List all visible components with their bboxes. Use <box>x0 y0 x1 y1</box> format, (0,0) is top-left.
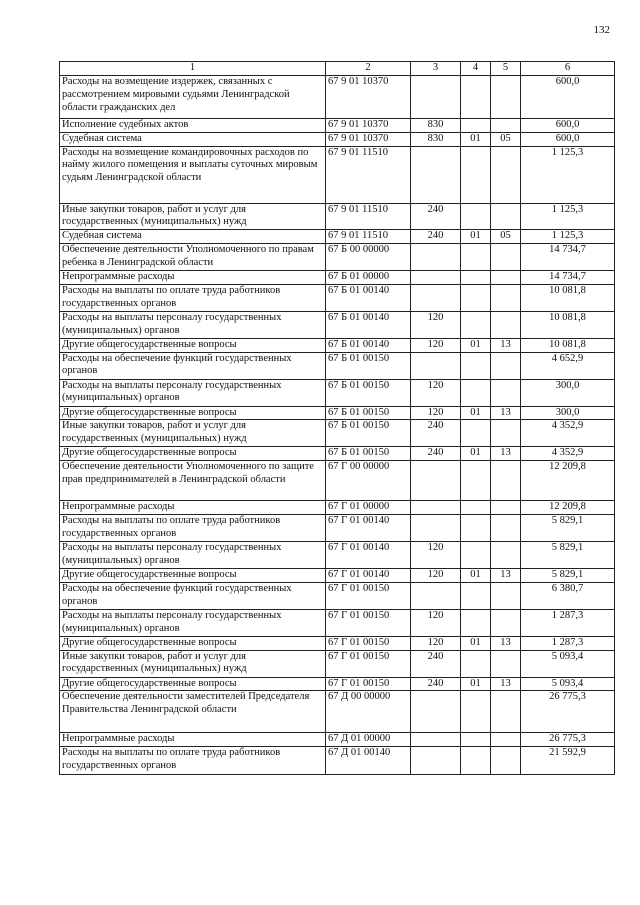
cell-target-code: 67 Г 01 00140 <box>326 514 411 541</box>
table-row <box>60 541 615 568</box>
page-number: 132 <box>593 24 610 36</box>
cell-target-code: 67 9 01 10370 <box>326 132 411 146</box>
cell-amount: 1 287,3 <box>521 609 615 636</box>
cell-subsection <box>491 650 521 677</box>
cell-subsection <box>491 541 521 568</box>
cell-section <box>461 747 491 775</box>
cell-expense-type: 830 <box>411 119 461 133</box>
cell-amount: 600,0 <box>521 132 615 146</box>
cell-amount: 1 125,3 <box>521 230 615 244</box>
cell-target-code: 67 Д 00 00000 <box>326 691 411 733</box>
cell-amount: 5 829,1 <box>521 514 615 541</box>
table-row <box>60 636 615 650</box>
cell-name: Исполнение судебных актов <box>60 119 326 133</box>
cell-section <box>461 379 491 406</box>
cell-amount: 300,0 <box>521 406 615 420</box>
cell-expense-type: 120 <box>411 541 461 568</box>
cell-section: 01 <box>461 132 491 146</box>
cell-expense-type: 830 <box>411 132 461 146</box>
cell-amount: 600,0 <box>521 76 615 119</box>
cell-subsection <box>491 691 521 733</box>
cell-target-code: 67 Д 01 00000 <box>326 733 411 747</box>
cell-section <box>461 146 491 203</box>
cell-amount: 1 125,3 <box>521 203 615 230</box>
cell-amount: 5 093,4 <box>521 677 615 691</box>
cell-amount: 600,0 <box>521 119 615 133</box>
cell-target-code: 67 Б 00 00000 <box>326 243 411 270</box>
cell-subsection <box>491 379 521 406</box>
cell-target-code: 67 9 01 11510 <box>326 146 411 203</box>
cell-target-code: 67 Б 01 00140 <box>326 311 411 338</box>
table-row <box>60 230 615 244</box>
cell-section <box>461 514 491 541</box>
cell-expense-type: 120 <box>411 609 461 636</box>
cell-expense-type <box>411 76 461 119</box>
cell-target-code: 67 Г 01 00000 <box>326 501 411 515</box>
cell-amount: 10 081,8 <box>521 338 615 352</box>
table-row <box>60 447 615 461</box>
cell-name: Непрограммные расходы <box>60 270 326 284</box>
cell-target-code: 67 9 01 10370 <box>326 76 411 119</box>
cell-target-code: 67 Б 01 00150 <box>326 406 411 420</box>
cell-name: Расходы на выплаты персоналу государственных (муниципальных) органов <box>60 379 326 406</box>
table-row <box>60 677 615 691</box>
cell-name: Обеспечение деятельности Уполномоченного по правам ребенка в Ленинградской области <box>60 243 326 270</box>
cell-target-code: 67 9 01 11510 <box>326 203 411 230</box>
cell-target-code: 67 Б 01 00150 <box>326 379 411 406</box>
cell-target-code: 67 Б 01 00140 <box>326 284 411 311</box>
cell-target-code: 67 Г 01 00140 <box>326 541 411 568</box>
cell-section: 01 <box>461 677 491 691</box>
cell-name: Непрограммные расходы <box>60 501 326 515</box>
cell-amount: 5 093,4 <box>521 650 615 677</box>
cell-name: Расходы на выплаты по оплате труда работников государственных органов <box>60 514 326 541</box>
header-col-5: 5 <box>491 62 521 76</box>
cell-target-code: 67 Г 01 00150 <box>326 609 411 636</box>
cell-name: Другие общегосударственные вопросы <box>60 406 326 420</box>
table-row <box>60 691 615 733</box>
cell-target-code: 67 9 01 11510 <box>326 230 411 244</box>
cell-expense-type <box>411 691 461 733</box>
cell-section <box>461 691 491 733</box>
cell-expense-type <box>411 733 461 747</box>
table-row <box>60 379 615 406</box>
cell-expense-type <box>411 146 461 203</box>
cell-name: Другие общегосударственные вопросы <box>60 338 326 352</box>
cell-subsection: 13 <box>491 677 521 691</box>
cell-section <box>461 582 491 609</box>
cell-name: Обеспечение деятельности Уполномоченного по защите прав предпринимателей в Ленинградской области <box>60 461 326 501</box>
cell-name: Обеспечение деятельности заместителей Председателя Правительства Ленинградской области <box>60 691 326 733</box>
cell-amount: 26 775,3 <box>521 691 615 733</box>
cell-section <box>461 650 491 677</box>
cell-name: Другие общегосударственные вопросы <box>60 447 326 461</box>
cell-expense-type: 120 <box>411 311 461 338</box>
cell-amount: 6 380,7 <box>521 582 615 609</box>
table-row <box>60 733 615 747</box>
cell-expense-type: 240 <box>411 677 461 691</box>
cell-amount: 12 209,8 <box>521 501 615 515</box>
cell-subsection <box>491 733 521 747</box>
cell-target-code: 67 Г 01 00140 <box>326 568 411 582</box>
cell-section: 01 <box>461 568 491 582</box>
cell-amount: 14 734,7 <box>521 270 615 284</box>
cell-amount: 4 352,9 <box>521 447 615 461</box>
table-row <box>60 501 615 515</box>
table-row <box>60 609 615 636</box>
cell-expense-type: 120 <box>411 379 461 406</box>
cell-expense-type <box>411 747 461 775</box>
cell-subsection <box>491 582 521 609</box>
cell-section <box>461 119 491 133</box>
cell-name: Судебная система <box>60 230 326 244</box>
header-col-1: 1 <box>60 62 326 76</box>
cell-section <box>461 609 491 636</box>
table-row <box>60 311 615 338</box>
cell-expense-type: 240 <box>411 447 461 461</box>
cell-expense-type: 120 <box>411 636 461 650</box>
cell-name: Непрограммные расходы <box>60 733 326 747</box>
cell-amount: 10 081,8 <box>521 311 615 338</box>
cell-section <box>461 270 491 284</box>
cell-expense-type <box>411 501 461 515</box>
cell-name: Расходы на выплаты по оплате труда работников государственных органов <box>60 284 326 311</box>
cell-name: Расходы на обеспечение функций государственных органов <box>60 352 326 379</box>
cell-section <box>461 461 491 501</box>
cell-amount: 5 829,1 <box>521 568 615 582</box>
cell-name: Судебная система <box>60 132 326 146</box>
cell-section <box>461 352 491 379</box>
cell-name: Другие общегосударственные вопросы <box>60 568 326 582</box>
cell-name: Расходы на возмещение издержек, связанных с рассмотрением мировыми судьями Ленинградской области гражданских дел <box>60 76 326 119</box>
cell-target-code: 67 Г 01 00150 <box>326 650 411 677</box>
cell-subsection <box>491 609 521 636</box>
table-row <box>60 76 615 119</box>
table-row <box>60 203 615 230</box>
cell-amount: 4 352,9 <box>521 420 615 447</box>
cell-expense-type: 240 <box>411 203 461 230</box>
cell-expense-type: 240 <box>411 230 461 244</box>
cell-subsection <box>491 420 521 447</box>
cell-subsection: 13 <box>491 447 521 461</box>
cell-target-code: 67 Б 01 00000 <box>326 270 411 284</box>
cell-target-code: 67 Б 01 00140 <box>326 338 411 352</box>
cell-expense-type: 240 <box>411 420 461 447</box>
cell-subsection <box>491 119 521 133</box>
cell-expense-type <box>411 243 461 270</box>
header-col-6: 6 <box>521 62 615 76</box>
cell-section <box>461 733 491 747</box>
cell-section: 01 <box>461 338 491 352</box>
cell-target-code: 67 Г 01 00150 <box>326 677 411 691</box>
cell-amount: 5 829,1 <box>521 541 615 568</box>
cell-amount: 26 775,3 <box>521 733 615 747</box>
cell-expense-type: 120 <box>411 338 461 352</box>
cell-section: 01 <box>461 636 491 650</box>
cell-section: 01 <box>461 230 491 244</box>
cell-expense-type <box>411 461 461 501</box>
cell-name: Расходы на возмещение командировочных расходов по найму жилого помещения и выплаты суточных мировым судьям Ленинградской области <box>60 146 326 203</box>
cell-amount: 300,0 <box>521 379 615 406</box>
cell-name: Расходы на обеспечение функций государственных органов <box>60 582 326 609</box>
cell-name: Другие общегосударственные вопросы <box>60 677 326 691</box>
cell-target-code: 67 Б 01 00150 <box>326 352 411 379</box>
cell-subsection: 05 <box>491 132 521 146</box>
cell-subsection <box>491 243 521 270</box>
cell-expense-type <box>411 284 461 311</box>
cell-expense-type <box>411 352 461 379</box>
cell-target-code: 67 Б 01 00150 <box>326 447 411 461</box>
cell-section <box>461 76 491 119</box>
cell-section: 01 <box>461 447 491 461</box>
cell-subsection: 13 <box>491 338 521 352</box>
header-col-2: 2 <box>326 62 411 76</box>
table-row <box>60 270 615 284</box>
cell-section <box>461 501 491 515</box>
table-row <box>60 119 615 133</box>
cell-target-code: 67 Г 01 00150 <box>326 636 411 650</box>
cell-target-code: 67 Г 01 00150 <box>326 582 411 609</box>
cell-subsection <box>491 76 521 119</box>
cell-amount: 1 287,3 <box>521 636 615 650</box>
cell-section <box>461 203 491 230</box>
cell-subsection <box>491 270 521 284</box>
cell-name: Расходы на выплаты персоналу государственных (муниципальных) органов <box>60 541 326 568</box>
table-row <box>60 650 615 677</box>
cell-section <box>461 311 491 338</box>
table-row <box>60 352 615 379</box>
header-col-4: 4 <box>461 62 491 76</box>
table-row <box>60 406 615 420</box>
cell-subsection <box>491 352 521 379</box>
cell-subsection <box>491 514 521 541</box>
cell-subsection <box>491 501 521 515</box>
cell-subsection <box>491 146 521 203</box>
cell-section <box>461 243 491 270</box>
cell-subsection: 13 <box>491 636 521 650</box>
cell-subsection: 05 <box>491 230 521 244</box>
cell-amount: 1 125,3 <box>521 146 615 203</box>
cell-subsection <box>491 284 521 311</box>
cell-name: Иные закупки товаров, работ и услуг для государственных (муниципальных) нужд <box>60 203 326 230</box>
cell-expense-type <box>411 514 461 541</box>
cell-expense-type <box>411 582 461 609</box>
cell-subsection <box>491 747 521 775</box>
table-row <box>60 284 615 311</box>
table-header-row <box>60 62 615 76</box>
cell-expense-type <box>411 270 461 284</box>
cell-target-code: 67 Г 00 00000 <box>326 461 411 501</box>
cell-amount: 12 209,8 <box>521 461 615 501</box>
cell-target-code: 67 Д 01 00140 <box>326 747 411 775</box>
table-row <box>60 514 615 541</box>
table-row <box>60 132 615 146</box>
table-row <box>60 243 615 270</box>
cell-name: Расходы на выплаты персоналу государственных (муниципальных) органов <box>60 311 326 338</box>
cell-expense-type: 120 <box>411 406 461 420</box>
cell-target-code: 67 9 01 10370 <box>326 119 411 133</box>
table-row <box>60 420 615 447</box>
cell-section <box>461 284 491 311</box>
table-row <box>60 146 615 203</box>
cell-expense-type: 120 <box>411 568 461 582</box>
cell-name: Иные закупки товаров, работ и услуг для государственных (муниципальных) нужд <box>60 650 326 677</box>
cell-subsection <box>491 311 521 338</box>
table-row <box>60 582 615 609</box>
cell-section <box>461 420 491 447</box>
cell-subsection <box>491 203 521 230</box>
table-row <box>60 747 615 775</box>
cell-section: 01 <box>461 406 491 420</box>
table-body <box>60 76 615 775</box>
cell-amount: 4 652,9 <box>521 352 615 379</box>
cell-name: Другие общегосударственные вопросы <box>60 636 326 650</box>
table-row <box>60 338 615 352</box>
header-col-3: 3 <box>411 62 461 76</box>
cell-amount: 21 592,9 <box>521 747 615 775</box>
cell-name: Иные закупки товаров, работ и услуг для государственных (муниципальных) нужд <box>60 420 326 447</box>
cell-amount: 10 081,8 <box>521 284 615 311</box>
budget-table <box>59 61 615 775</box>
cell-name: Расходы на выплаты по оплате труда работников государственных органов <box>60 747 326 775</box>
cell-amount: 14 734,7 <box>521 243 615 270</box>
cell-section <box>461 541 491 568</box>
cell-target-code: 67 Б 01 00150 <box>326 420 411 447</box>
table-row <box>60 568 615 582</box>
cell-name: Расходы на выплаты персоналу государственных (муниципальных) органов <box>60 609 326 636</box>
table-row <box>60 461 615 501</box>
cell-subsection <box>491 461 521 501</box>
cell-subsection: 13 <box>491 406 521 420</box>
cell-expense-type: 240 <box>411 650 461 677</box>
cell-subsection: 13 <box>491 568 521 582</box>
